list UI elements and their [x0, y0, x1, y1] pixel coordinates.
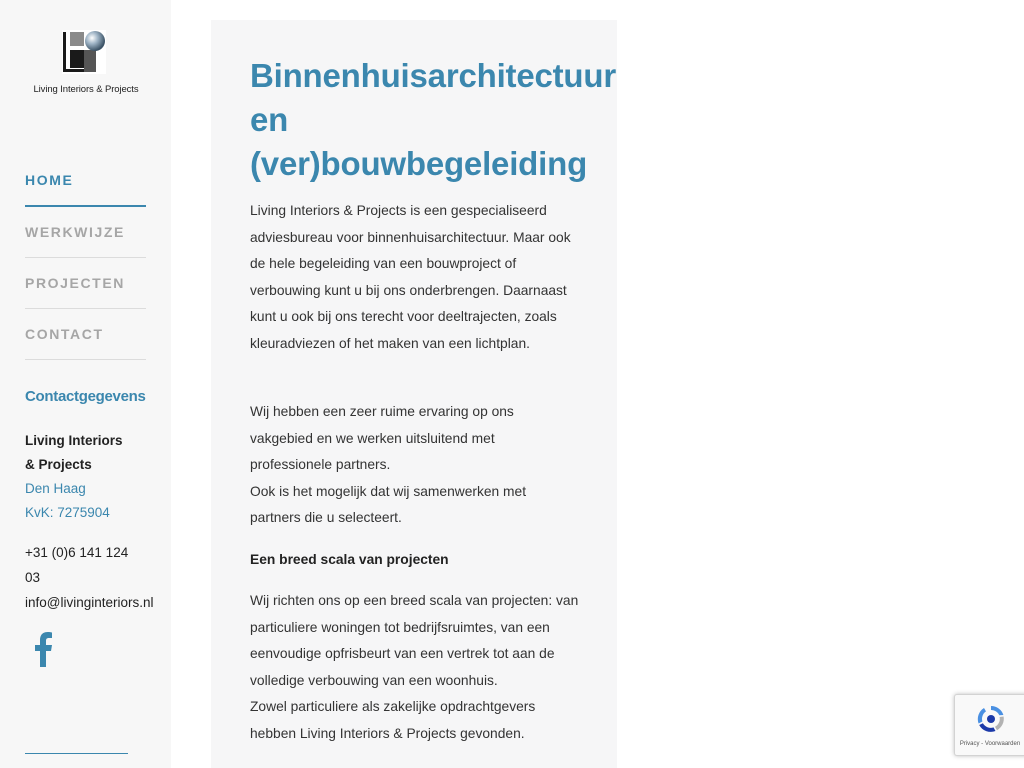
- nav-item-werkwijze[interactable]: WERKWIJZE: [25, 207, 146, 258]
- section-subheading: Een breed scala van projecten: [250, 552, 449, 567]
- facebook-icon[interactable]: [31, 631, 55, 667]
- email-link[interactable]: info@livinginteriors.nl: [25, 595, 154, 610]
- experience-paragraph: [250, 399, 580, 532]
- projects-text-a: Wij richten ons op een breed scala van projecten: van particuliere woningen tot bedrijfsruimtes, van een eenvoudige opfrisbeurt van een vertrek tot aan de volledige verbouwing van een woonhuis.: [250, 593, 579, 688]
- company-name-line1: Living Interiors: [25, 433, 123, 448]
- company-kvk: KvK: 7275904: [25, 505, 110, 520]
- projects-text-b: Zowel particuliere als zakelijke opdrachtgevers hebben Living Interiors & Projects gevonden.: [250, 699, 536, 741]
- recaptcha-icon: [975, 703, 1007, 735]
- contact-phone-email: [25, 540, 175, 615]
- phone-line1[interactable]: +31 (0)6 141 124: [25, 545, 129, 560]
- experience-text-b: Ook is het mogelijk dat wij samenwerken met partners die u selecteert.: [250, 483, 527, 526]
- page-title-line1: Binnenhuisarchitectuur: [250, 57, 616, 94]
- projects-paragraph: [250, 588, 580, 748]
- main-nav: [25, 155, 146, 360]
- nav-item-projecten[interactable]: PROJECTEN: [25, 258, 146, 309]
- phone-line2[interactable]: 03: [25, 570, 41, 585]
- site-logo[interactable]: [28, 28, 144, 98]
- page-title-line2: en: [250, 101, 289, 138]
- page-title-line3: (ver)bouwbegeleiding: [250, 145, 588, 182]
- recaptcha-links[interactable]: Privacy - Voorwaarden: [959, 741, 1021, 747]
- intro-paragraph: Living Interiors & Projects is een gespecialiseerd adviesbureau voor binnenhuisarchitectuur. Maar ook de hele begeleiding van een bouwproject of verbouwing kunt u bij ons onderbrengen. Daarnaast kunt u ook bij ons terecht voor deeltrajecten, zoals kleuradviezen of het maken van een lichtplan.: [250, 203, 571, 351]
- contact-details: [25, 429, 165, 525]
- sidebar-divider: [25, 753, 128, 754]
- sidebar: [0, 0, 171, 768]
- nav-item-home[interactable]: HOME: [25, 155, 146, 207]
- nav-item-contact[interactable]: CONTACT: [25, 309, 146, 360]
- logo-mark-icon: [62, 30, 106, 74]
- recaptcha-badge[interactable]: [954, 694, 1024, 756]
- company-city: Den Haag: [25, 481, 86, 496]
- company-name-line2: & Projects: [25, 457, 92, 472]
- page-title: [250, 54, 670, 186]
- contact-heading: Contactgegevens: [25, 388, 146, 405]
- experience-text-a: Wij hebben een zeer ruime ervaring op ons vakgebied en we werken uitsluitend met professionele partners.: [250, 404, 514, 473]
- logo-text: Living Interiors & Projects: [33, 84, 139, 95]
